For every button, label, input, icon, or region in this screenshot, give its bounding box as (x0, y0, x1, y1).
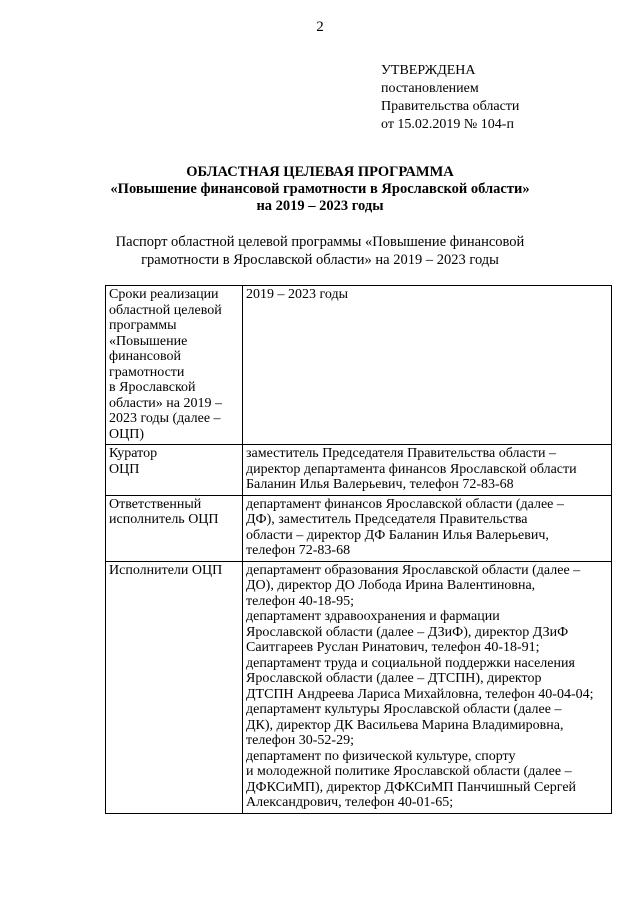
cell-text-line: 2019 – 2023 годы (246, 287, 349, 302)
cell-text-line: 2023 годы (далее – (109, 411, 221, 426)
cell-text-line: Сроки реализации (109, 287, 219, 302)
passport-title-line-1: Паспорт областной целевой программы «Повышение финансовой (115, 234, 525, 250)
approval-line-government: Правительства области (381, 99, 520, 114)
cell-text-line: Александрович, телефон 40-01-65; (246, 795, 454, 810)
cell-text-line: Исполнители ОЦП (109, 562, 223, 578)
table-row (106, 445, 612, 496)
passport-table-body (106, 286, 612, 814)
cell-text-line: исполнитель ОЦП (109, 512, 219, 527)
cell-text-line: телефон 40-18-95; (246, 593, 354, 609)
cell-text-line: области – директор ДФ Баланин Илья Валерьевич, (246, 527, 549, 543)
cell-text-line: ДФ), заместитель Председателя Правительства (246, 512, 528, 527)
row-label-cell (106, 495, 243, 561)
cell-text-line: финансовой (109, 349, 181, 364)
passport-title (0, 233, 640, 269)
cell-text-line: департамент образования Ярославской области (далее – (246, 562, 581, 578)
approval-line-resolution: постановлением (381, 81, 479, 96)
cell-text-line: телефон 30-52-29; (246, 733, 354, 748)
cell-text-line: программы (109, 318, 177, 333)
program-title-line-3: на 2019 – 2023 годы (256, 198, 384, 214)
cell-text-line: ОЦП) (109, 426, 144, 442)
cell-text-line: в Ярославской (109, 380, 196, 395)
row-value-cell (243, 445, 612, 496)
table-row (106, 286, 612, 445)
cell-text-line: грамотности (109, 364, 185, 380)
cell-text-line: ДТСПН Андреева Лариса Михайловна, телефон 40-04-04; (246, 686, 594, 702)
approval-line-approved: УТВЕРЖДЕНА (381, 63, 476, 78)
cell-text-line: и молодежной политике Ярославской области (далее – (246, 764, 572, 779)
cell-text-line: департамент финансов Ярославской области (далее – (246, 496, 564, 512)
row-label-cell (106, 561, 243, 813)
program-title-line-2: «Повышение финансовой грамотности в Ярославской области» (110, 181, 530, 197)
table-row (106, 561, 612, 813)
approval-line-date-number: от 15.02.2019 № 104-п (381, 117, 514, 132)
cell-text-line: заместитель Председателя Правительства области – (246, 446, 557, 461)
program-title (0, 164, 640, 215)
cell-text-line: департамент по физической культуре, спорту (246, 748, 516, 764)
cell-text-line: Ярославской области (далее – ДТСПН), директор (246, 671, 542, 686)
cell-text-line: Ответственный (109, 496, 202, 512)
cell-text-line: области» на 2019 – (109, 395, 223, 411)
cell-text-line: департамент труда и социальной поддержки населения (246, 655, 575, 671)
cell-text-line: ДФКСиМП), директор ДФКСиМП Панчишный Сергей (246, 779, 577, 795)
row-label-cell (106, 286, 243, 445)
cell-text-line: ДО), директор ДО Лобода Ирина Валентиновна, (246, 578, 536, 593)
cell-text-line: «Повышение (109, 333, 188, 349)
cell-text-line: Ярославской области (далее – ДЗиФ), директор ДЗиФ (246, 624, 569, 640)
page-number: 2 (316, 19, 324, 35)
cell-text-line: департамент культуры Ярославской области (далее – (246, 702, 562, 717)
cell-text-line: телефон 72-83-68 (246, 543, 351, 558)
row-value-cell (243, 286, 612, 445)
cell-text-line: Саитгареев Руслан Ринатович, телефон 40-18-91; (246, 640, 540, 655)
cell-text-line: директор департамента финансов Ярославской области (246, 461, 577, 477)
cell-text-line: Куратор (109, 446, 158, 461)
cell-text-line: областной целевой (109, 302, 222, 318)
cell-text-line: ОЦП (109, 461, 140, 477)
row-value-cell (243, 561, 612, 813)
passport-table (105, 285, 612, 814)
row-value-cell (243, 495, 612, 561)
table-row (106, 495, 612, 561)
row-label-cell (106, 445, 243, 496)
passport-title-line-2: грамотности в Ярославской области» на 2019 – 2023 годы (141, 252, 499, 268)
program-title-line-1: ОБЛАСТНАЯ ЦЕЛЕВАЯ ПРОГРАММА (186, 164, 454, 180)
cell-text-line: департамент здравоохранения и фармации (246, 609, 500, 624)
approval-stamp (381, 62, 519, 134)
cell-text-line: ДК), директор ДК Васильева Марина Владимировна, (246, 717, 564, 733)
cell-text-line: Баланин Илья Валерьевич, телефон 72-83-68 (246, 477, 514, 492)
